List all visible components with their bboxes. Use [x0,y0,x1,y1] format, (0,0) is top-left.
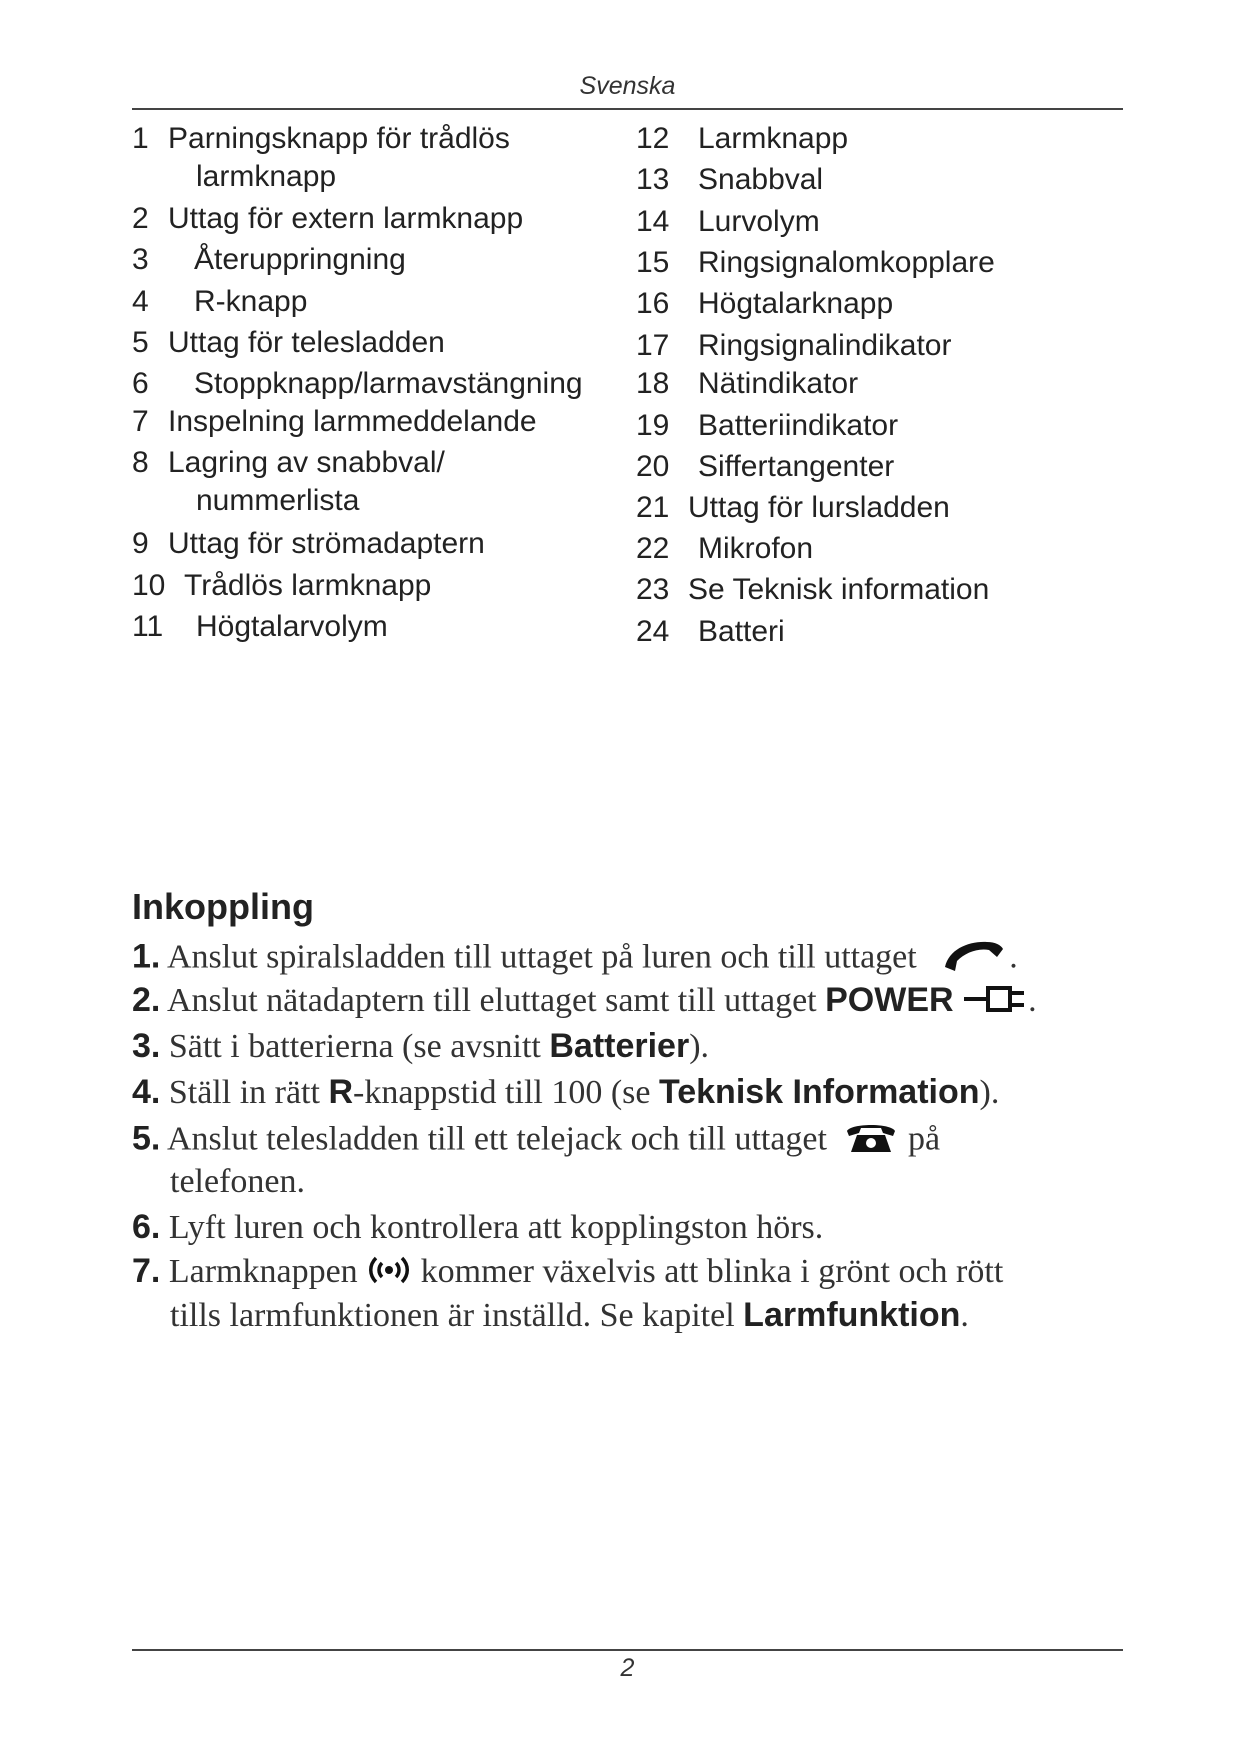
step-end: ). [689,1028,710,1065]
part-number: 22 [636,532,670,565]
part-label: Batteriindikator [698,409,899,442]
page-header-language: Svenska [579,72,676,100]
part-number: 10 [132,569,166,602]
part-number: 14 [636,205,670,238]
step-text-after: på [907,1120,941,1158]
step-number: 3. [132,1027,161,1065]
step-text-line2: tills larmfunktionen är inställd. Se kapitel [170,1297,735,1334]
part-number: 11 [132,610,164,643]
step-text: Sätt i batterierna (se avsnitt [168,1028,541,1065]
step-bold-power: POWER [825,981,954,1019]
step-end: . [1009,938,1018,976]
section-title: Inkoppling [132,886,314,927]
part-number: 12 [636,122,670,155]
part-label: Larmknapp [698,122,849,155]
part-number: 2 [132,202,149,235]
step-text-mid: -knappstid till 100 (se [353,1074,651,1111]
step-text-cont: telefonen. [170,1163,305,1200]
part-number: 19 [636,409,670,442]
step-number: 5. [132,1119,161,1158]
part-label: Lagring av snabbval/ [168,446,445,479]
part-label: Se Teknisk information [688,573,990,606]
part-number: 5 [132,326,149,359]
part-label: Ringsignalomkopplare [698,246,995,279]
page-number: 2 [620,1654,635,1682]
part-label: Nätindikator [698,367,859,400]
step-text: Anslut spiralsladden till uttaget på luren och till uttaget [166,938,917,976]
power-plug-icon [962,982,1028,1025]
part-label-cont: nummerlista [196,484,360,517]
part-number: 23 [636,573,670,606]
footer-rule [132,1649,1123,1651]
part-number: 24 [636,615,670,648]
step-bold-larmfunktion: Larmfunktion [743,1296,961,1334]
part-label: Mikrofon [698,532,814,565]
step-item [132,935,1018,984]
step-bold-r: R [328,1073,354,1111]
part-number: 9 [132,527,149,560]
step-item [132,1208,823,1247]
part-label: Parningsknapp för trådlös [168,122,510,155]
part-label: Uttag för telesladden [168,326,445,359]
part-label: Batteri [698,615,785,648]
part-number: 16 [636,287,670,320]
part-number: 8 [132,446,149,479]
part-label: Ringsignalindikator [698,329,952,362]
step-text-cont [170,1296,969,1335]
handset-icon [939,935,1009,984]
step-number: 6. [132,1208,161,1246]
step-number: 2. [132,981,161,1019]
part-number: 15 [636,246,670,279]
part-label: Högtalarknapp [698,287,894,320]
step-text: Anslut telesladden till ett telejack och till uttaget [166,1120,827,1158]
part-number: 20 [636,450,670,483]
header-rule [132,108,1123,110]
part-number: 18 [636,367,670,400]
part-number: 3 [132,243,149,276]
step-end: . [1028,982,1037,1019]
part-label: Siffertangenter [698,450,895,483]
part-label: Snabbval [698,163,824,196]
step-bold-batterier: Batterier [549,1027,690,1065]
part-label: Högtalarvolym [196,610,388,643]
step-text: Lyft luren och kontrollera att kopplingston hörs. [168,1209,824,1246]
part-label-cont: larmknapp [196,160,337,193]
part-number: 17 [636,329,670,362]
step-bold-teknisk-information: Teknisk Information [658,1073,980,1111]
part-label: Lurvolym [698,205,820,238]
part-label: Inspelning larmmeddelande [168,405,537,438]
part-label: Uttag för extern larmknapp [168,202,524,235]
step-item [132,1119,941,1200]
part-label: R-knapp [194,285,308,318]
telephone-icon [843,1119,899,1164]
step-number: 1. [132,937,161,976]
alarm-signal-icon [366,1253,412,1296]
step-end: . [960,1297,969,1334]
part-number: 4 [132,285,149,318]
part-label: Stoppknapp/larmavstängning [194,367,583,400]
step-item [132,1252,1004,1334]
step-text: Larmknappen [168,1253,358,1290]
part-number: 21 [636,491,670,524]
step-text: Anslut nätadaptern till eluttaget samt till uttaget [166,982,817,1019]
part-number: 6 [132,367,149,400]
part-label: Uttag för strömadaptern [168,527,485,560]
step-text-post: kommer växelvis att blinka i grönt och rött [420,1253,1004,1290]
step-number: 7. [132,1252,161,1290]
part-label: Uttag för lursladden [688,491,950,524]
step-end: ). [979,1074,1000,1111]
step-number: 4. [132,1073,161,1111]
step-text: Ställ in rätt [168,1074,320,1111]
part-number: 13 [636,163,670,196]
step-item [132,1073,999,1112]
step-item [132,981,1037,1025]
part-label: Återuppringning [194,243,406,276]
part-number: 7 [132,405,149,438]
part-label: Trådlös larmknapp [184,569,432,602]
part-number: 1 [132,122,149,155]
step-item [132,1027,709,1066]
